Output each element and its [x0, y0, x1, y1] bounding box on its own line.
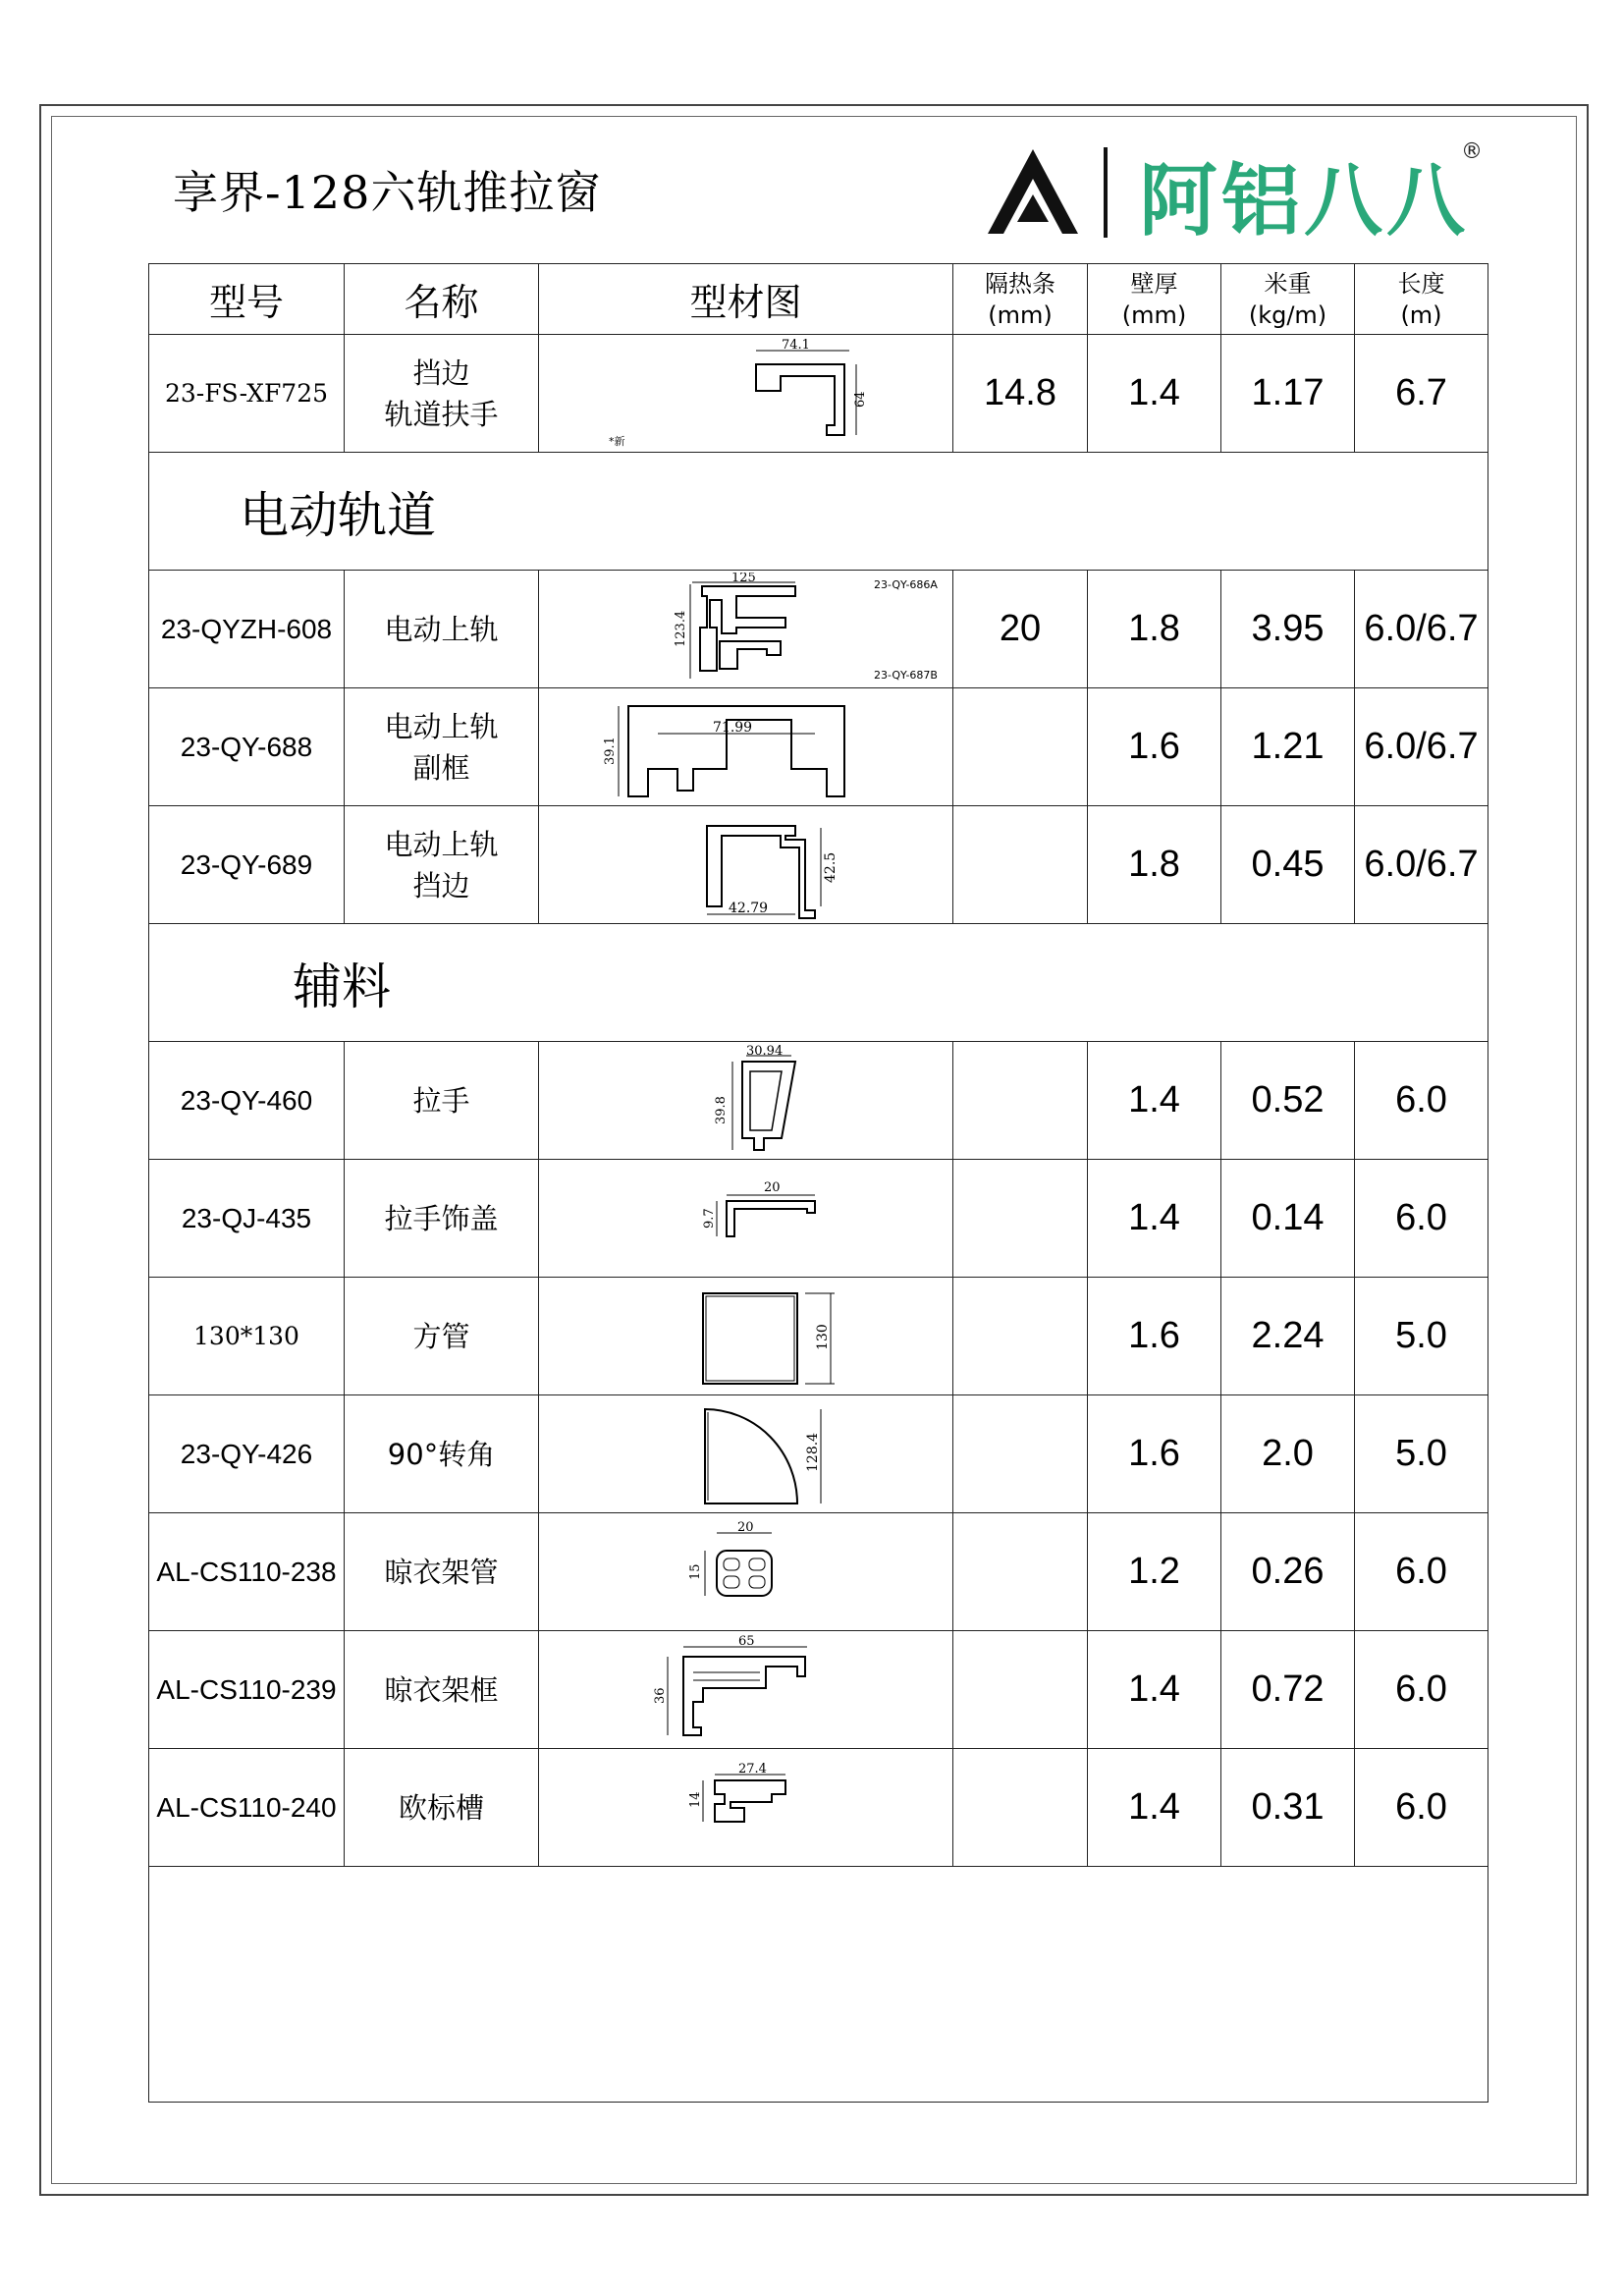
wall-cell: 1.6 — [1088, 1395, 1221, 1513]
header-weight-l2: (kg/m) — [1248, 301, 1327, 329]
length-cell: 6.0/6.7 — [1355, 571, 1488, 688]
name-line1: 拉手 — [412, 1083, 470, 1118]
page-title: 享界-128六轨推拉窗 — [173, 166, 602, 219]
dim-height-label: 123.4 — [673, 610, 688, 647]
header-thermal — [953, 264, 1088, 335]
table-row — [149, 1395, 1488, 1513]
name-cell — [345, 806, 539, 924]
profile-drawing-cell — [539, 1042, 953, 1160]
wall-cell: 1.8 — [1088, 806, 1221, 924]
table-row — [149, 688, 1488, 806]
thermal-cell — [953, 1160, 1088, 1278]
name-line1: 晾衣架管 — [384, 1555, 499, 1589]
header-wall-l1: 壁厚 — [1130, 269, 1178, 298]
dim-width-label: 20 — [763, 1179, 781, 1195]
empty-footer-row — [149, 1867, 1488, 2103]
model-cell: 23-QJ-435 — [149, 1160, 345, 1278]
weight-cell: 2.0 — [1221, 1395, 1355, 1513]
thermal-cell: 20 — [953, 571, 1088, 688]
table-row — [149, 806, 1488, 924]
length-cell: 5.0 — [1355, 1395, 1488, 1513]
section-title: 辅料 — [293, 957, 391, 1015]
profile-table — [148, 263, 1488, 2103]
profile-drawing — [599, 1633, 893, 1747]
name-line1: 电动上轨 — [384, 612, 499, 646]
section-heading-electric — [149, 453, 1488, 571]
profile-drawing — [599, 1280, 893, 1394]
name-line1: 电动上轨 — [384, 709, 499, 743]
name-line1: 电动上轨 — [384, 827, 499, 861]
dim-height-label: 39.1 — [602, 736, 618, 765]
profile-drawing — [599, 337, 893, 451]
profile-drawing — [599, 690, 893, 804]
header-drawing: 型材图 — [539, 264, 953, 335]
wall-cell: 1.8 — [1088, 571, 1221, 688]
name-cell — [345, 1395, 539, 1513]
length-cell: 6.0 — [1355, 1513, 1488, 1631]
name-cell — [345, 1160, 539, 1278]
length-cell: 6.0 — [1355, 1749, 1488, 1867]
weight-cell: 3.95 — [1221, 571, 1355, 688]
dim-width-label: 65 — [737, 1633, 755, 1649]
header-weight-l1: 米重 — [1264, 269, 1312, 298]
part-tag-a: 23-QY-686A — [873, 577, 938, 591]
length-cell: 6.7 — [1355, 335, 1488, 453]
profile-drawing-cell — [539, 1631, 953, 1749]
length-cell: 6.0 — [1355, 1631, 1488, 1749]
thermal-cell — [953, 1042, 1088, 1160]
table-row — [149, 571, 1488, 688]
weight-cell: 1.17 — [1221, 335, 1355, 453]
section-row — [149, 453, 1488, 571]
profile-drawing — [599, 808, 893, 922]
name-line2: 轨道扶手 — [384, 397, 499, 431]
wall-cell: 1.2 — [1088, 1513, 1221, 1631]
model-cell: 23-QY-426 — [149, 1395, 345, 1513]
profile-drawing-cell — [539, 1395, 953, 1513]
header-weight — [1221, 264, 1355, 335]
header-length — [1355, 264, 1488, 335]
profile-drawing — [599, 1515, 893, 1629]
name-line2: 副框 — [412, 750, 470, 785]
profile-drawing-cell — [539, 335, 953, 453]
dim-width-label: 71.99 — [712, 719, 752, 736]
header-name: 名称 — [345, 264, 539, 335]
dim-height-label: 14 — [687, 1790, 703, 1808]
length-cell: 6.0/6.7 — [1355, 688, 1488, 806]
profile-drawing — [599, 1397, 893, 1511]
table-row — [149, 1513, 1488, 1631]
table-row — [149, 1160, 1488, 1278]
name-line1: 晾衣架框 — [384, 1672, 499, 1707]
name-line2: 挡边 — [412, 868, 470, 902]
header-length-l1: 长度 — [1397, 269, 1445, 298]
section-title: 电动轨道 — [240, 486, 436, 544]
thermal-cell — [953, 1749, 1088, 1867]
new-note: *新 — [608, 434, 624, 448]
table-row — [149, 1042, 1488, 1160]
part-tag-b: 23-QY-687B — [873, 668, 938, 682]
wall-cell: 1.4 — [1088, 335, 1221, 453]
thermal-cell — [953, 806, 1088, 924]
header-model: 型号 — [149, 264, 345, 335]
profile-drawing-cell — [539, 571, 953, 688]
brand-logo-text: 阿铝八八 — [1139, 155, 1469, 246]
length-cell: 6.0 — [1355, 1042, 1488, 1160]
wall-cell: 1.4 — [1088, 1631, 1221, 1749]
model-cell: 23-QY-688 — [149, 688, 345, 806]
profile-drawing-cell — [539, 688, 953, 806]
name-cell — [345, 335, 539, 453]
dim-height-label: 42.5 — [822, 851, 839, 883]
profile-drawing — [599, 1751, 893, 1865]
model-cell: 23-QYZH-608 — [149, 571, 345, 688]
profile-drawing-cell — [539, 1278, 953, 1395]
model-cell: 23-FS-XF725 — [149, 335, 345, 453]
profile-drawing — [599, 1044, 893, 1158]
dim-height-label: 15 — [687, 1562, 703, 1580]
name-line1: 拉手饰盖 — [384, 1201, 499, 1235]
length-cell: 6.0/6.7 — [1355, 806, 1488, 924]
dim-height-label: 9.7 — [701, 1207, 717, 1229]
model-cell: 23-QY-689 — [149, 806, 345, 924]
dim-width-label: 42.79 — [728, 900, 768, 916]
model-cell: AL-CS110-240 — [149, 1749, 345, 1867]
registered-mark: ® — [1461, 139, 1483, 164]
dim-width-label: 27.4 — [737, 1761, 767, 1777]
name-cell — [345, 1631, 539, 1749]
header-length-l2: (m) — [1400, 301, 1442, 329]
table-row — [149, 1749, 1488, 1867]
wall-cell: 1.4 — [1088, 1042, 1221, 1160]
name-cell — [345, 688, 539, 806]
weight-cell: 0.52 — [1221, 1042, 1355, 1160]
wall-cell: 1.6 — [1088, 1278, 1221, 1395]
profile-drawing-cell — [539, 1749, 953, 1867]
dim-width-label: 74.1 — [781, 337, 810, 353]
name-cell — [345, 1278, 539, 1395]
table-row — [149, 1631, 1488, 1749]
dim-height-label: 39.8 — [713, 1095, 729, 1124]
header-thermal-l2: (mm) — [988, 301, 1053, 329]
name-cell — [345, 1042, 539, 1160]
thermal-cell — [953, 1395, 1088, 1513]
table-header-row — [149, 264, 1488, 335]
weight-cell: 0.14 — [1221, 1160, 1355, 1278]
name-line1: 90°转角 — [387, 1437, 496, 1471]
weight-cell: 0.45 — [1221, 806, 1355, 924]
thermal-cell — [953, 1513, 1088, 1631]
model-cell: AL-CS110-238 — [149, 1513, 345, 1631]
header-wall-l2: (mm) — [1121, 301, 1187, 329]
thermal-cell — [953, 688, 1088, 806]
weight-cell: 2.24 — [1221, 1278, 1355, 1395]
dim-width-label: 125 — [730, 572, 756, 585]
profile-drawing-cell — [539, 1513, 953, 1631]
dim-width-label: 30.94 — [745, 1043, 783, 1059]
section-heading-accessories — [149, 924, 1488, 1042]
dim-height-label: 64 — [852, 390, 868, 408]
name-line1: 欧标槽 — [398, 1790, 484, 1825]
profile-drawing — [545, 573, 947, 686]
model-cell: 23-QY-460 — [149, 1042, 345, 1160]
thermal-cell: 14.8 — [953, 335, 1088, 453]
weight-cell: 0.26 — [1221, 1513, 1355, 1631]
table-row — [149, 1278, 1488, 1395]
name-cell — [345, 571, 539, 688]
length-cell: 5.0 — [1355, 1278, 1488, 1395]
wall-cell: 1.4 — [1088, 1160, 1221, 1278]
wall-cell: 1.4 — [1088, 1749, 1221, 1867]
header-wall — [1088, 264, 1221, 335]
profile-drawing-cell — [539, 1160, 953, 1278]
name-cell — [345, 1749, 539, 1867]
profile-drawing — [599, 1162, 893, 1276]
length-cell: 6.0 — [1355, 1160, 1488, 1278]
section-row — [149, 924, 1488, 1042]
model-cell: 130*130 — [149, 1278, 345, 1395]
name-line1: 方管 — [412, 1319, 470, 1353]
dim-height-label: 130 — [814, 1323, 831, 1350]
weight-cell: 0.72 — [1221, 1631, 1355, 1749]
wall-cell: 1.6 — [1088, 688, 1221, 806]
header-thermal-l1: 隔热条 — [985, 269, 1055, 298]
dim-height-label: 36 — [652, 1686, 668, 1704]
name-cell — [345, 1513, 539, 1631]
weight-cell: 0.31 — [1221, 1749, 1355, 1867]
weight-cell: 1.21 — [1221, 688, 1355, 806]
profile-drawing-cell — [539, 806, 953, 924]
thermal-cell — [953, 1278, 1088, 1395]
thermal-cell — [953, 1631, 1088, 1749]
model-cell: AL-CS110-239 — [149, 1631, 345, 1749]
dim-height-label: 128.4 — [804, 1432, 821, 1472]
name-line1: 挡边 — [412, 355, 470, 390]
table-row — [149, 335, 1488, 453]
empty-cell — [149, 1867, 1488, 2103]
dim-width-label: 20 — [736, 1519, 754, 1535]
